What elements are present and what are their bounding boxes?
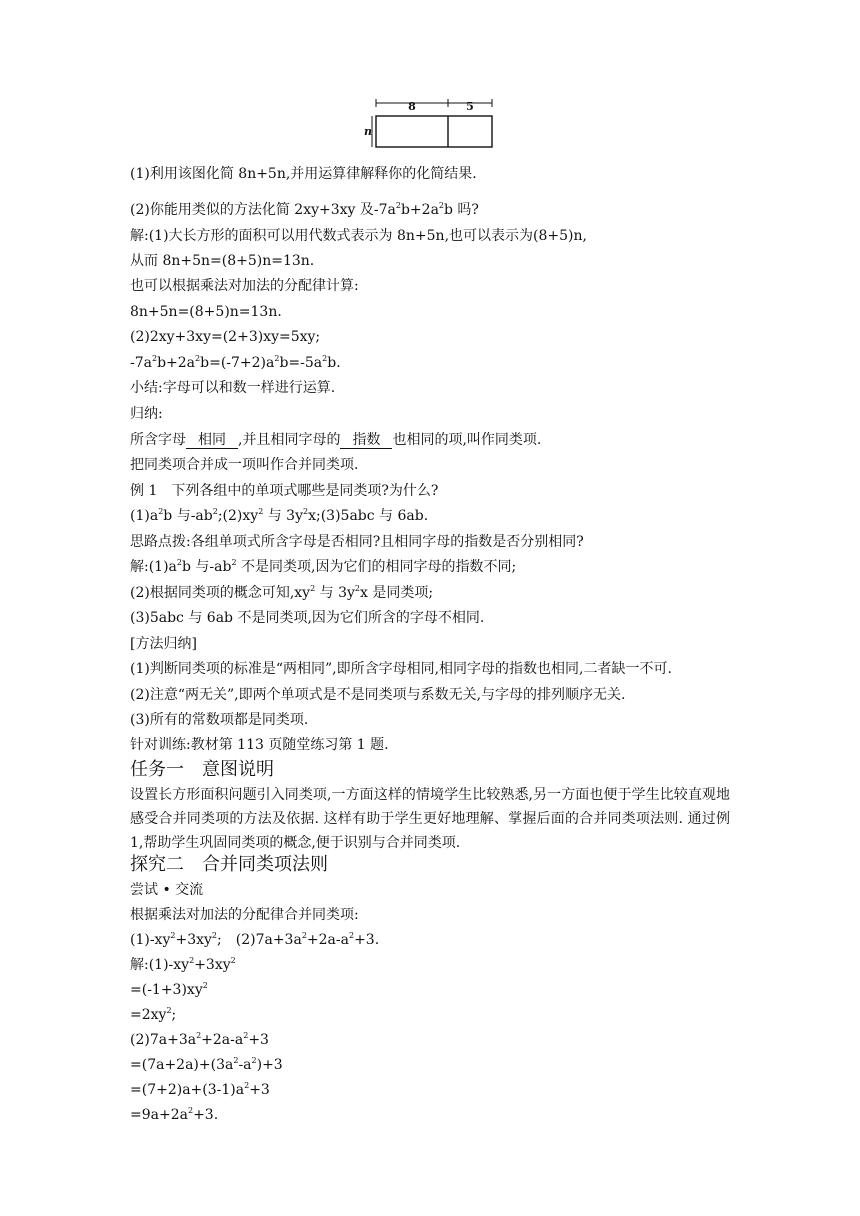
solution-line-2: 从而 8n+5n=(8+5)n=13n.: [130, 253, 315, 269]
work-line-4: $(2)7a+3a^2+2a-a^2+3$: [130, 1031, 269, 1048]
question-1: (1)利用该图化简 8n+5n,并用运算律解释你的化简结果.: [130, 166, 477, 182]
explore-2-heading: 探究二 合并同类项法则: [130, 854, 328, 875]
figure-label-5: 5: [466, 100, 474, 113]
solution-line-6: $-7a^2b+2a^2b=(-7+2)a^2b=-5a^2b$.: [130, 354, 341, 371]
definition-text-2: ,并且相同字母的: [238, 432, 341, 448]
blank-answer-same: 相同: [186, 432, 238, 449]
answer-3: (3)5abc 与 6ab 不是同类项,因为它们所含的字母不相同.: [130, 610, 485, 626]
definition-text-3: 也相同的项,叫作同类项.: [392, 432, 542, 448]
hint: 思路点拨:各组单项式所含字母是否相同?且相同字母的指数是否分别相同?: [130, 534, 584, 550]
rectangle-figure: [362, 98, 496, 152]
figure-label-n: n: [364, 125, 372, 138]
solution-line-5: (2)2xy+3xy=(2+3)xy=5xy;: [130, 329, 321, 345]
method-2: (2)注意“两无关”,即两个单项式是不是同类项与系数无关,与字母的排列顺序无关.: [130, 687, 626, 703]
method-heading: [方法归纳]: [130, 636, 197, 652]
work-line-5: $=(7a+2a)+(3a^2-a^2)+3$: [130, 1056, 283, 1073]
answer-1: 解$:(1)a^2b$ 与$-ab^2$ 不是同类项,因为它们的相同字母的指数不同;: [130, 558, 517, 575]
try-label: 尝试 • 交流: [130, 882, 204, 898]
work-line-3: $=2xy^2$;: [130, 1006, 177, 1023]
figure-label-8: 8: [408, 100, 416, 113]
blank-answer-exponent: 指数: [340, 432, 392, 449]
work-line-2: $=(-1+3)xy^2$: [130, 981, 208, 998]
merge-definition: 把同类项合并成一项叫作合并同类项.: [130, 457, 359, 473]
work-line-1: 解$:(1)-xy^2+3xy^2$: [130, 956, 236, 973]
example-1-items: $(1)a^2b$ 与$-ab^2;(2)xy^2$ 与 $3y^2x;(3)5abc$ 与 6ab.: [130, 507, 429, 524]
problem-line: $(1)-xy^2+3xy^2$; $(2)7a+3a^2+2a-a^2+3$.: [130, 931, 380, 948]
definition-text-1: 所含字母: [130, 432, 186, 448]
work-line-7: $=9a+2a^2+3$.: [130, 1106, 219, 1123]
practice-note: 针对训练:教材第 113 页随堂练习第 1 题.: [130, 737, 389, 753]
method-1: (1)判断同类项的标准是“两相同”,即所含字母相同,相同字母的指数也相同,二者缺一不可.: [130, 661, 672, 677]
intent-paragraph: 设置长方形面积问题引入同类项,一方面这样的情境学生比较熟悉,另一方面也便于学生比较直观地感受合并同类项的方法及依据. 这样有助于学生更好地理解、掌握后面的合并同类项法则. 通过例 1,帮助学生巩固同类项的概念,便于识别与合并同类项.: [130, 787, 730, 851]
induction-label: 归纳:: [130, 406, 163, 422]
example-1: 例 1 下列各组中的单项式哪些是同类项?为什么?: [130, 483, 439, 499]
rule-line: 根据乘法对加法的分配律合并同类项:: [130, 907, 359, 923]
solution-line-1: 解:(1)大长方形的面积可以用代数式表示为 8n+5n,也可以表示为(8+5)n,: [130, 228, 587, 244]
summary: 小结:字母可以和数一样进行运算.: [130, 380, 336, 396]
solution-line-3: 也可以根据乘法对加法的分配律计算:: [130, 278, 359, 294]
answer-2: (2)根据同类项的概念可知$,xy^2$ 与 $3y^2x$ 是同类项;: [130, 584, 434, 601]
question-2: (2)你能用类似的方法化简 2xy+3xy 及$-7a^2b+2a^2b$ 吗?: [130, 201, 479, 218]
work-line-6: $=(7+2)a+(3-1)a^2+3$: [130, 1081, 270, 1098]
definition-line: [130, 430, 541, 450]
solution-line-4: 8n+5n=(8+5)n=13n.: [130, 304, 282, 320]
method-3: (3)所有的常数项都是同类项.: [130, 712, 309, 728]
task-1-heading: 任务一 意图说明: [130, 759, 274, 780]
